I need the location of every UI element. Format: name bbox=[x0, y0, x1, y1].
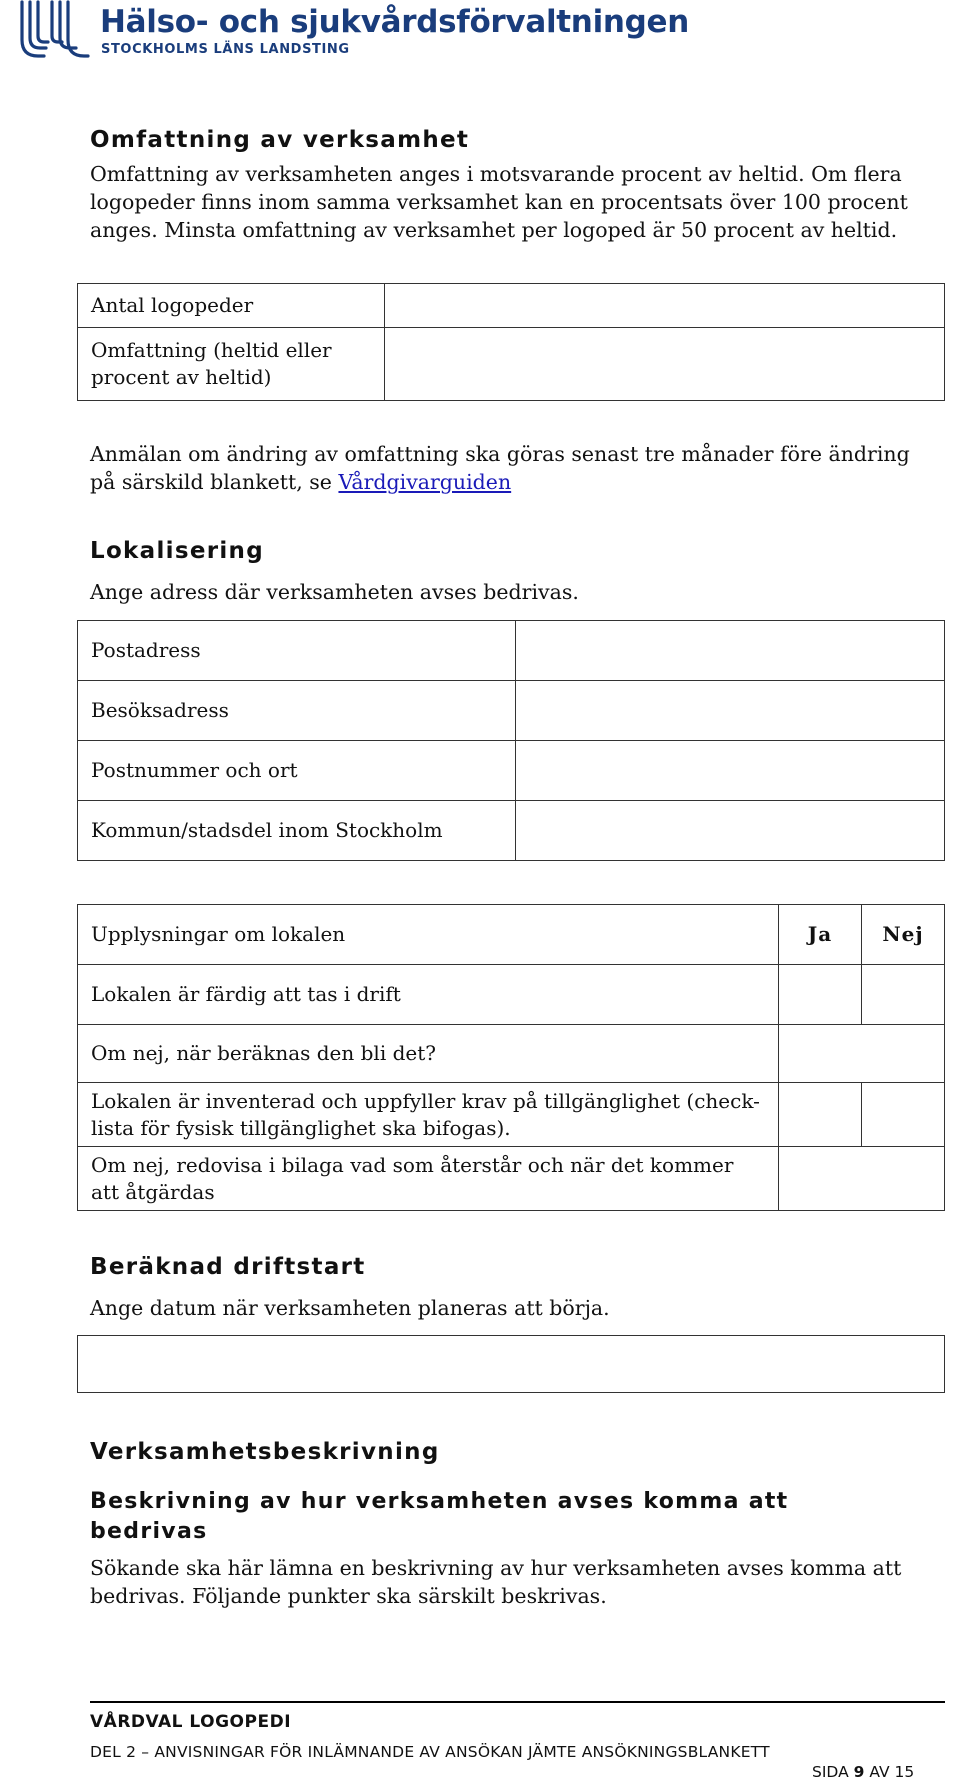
column-header-ja: Ja bbox=[779, 905, 862, 965]
omfattning-text: Omfattning av verksamheten anges i motsvarande procent av heltid. Om flera logopeder finns inom samma verksamhet kan en procentsats över 100 procent anges. Minsta omfattning av verksamhet per logoped är 50 procent av heltid. bbox=[90, 162, 908, 242]
ja-checkbox[interactable] bbox=[779, 1083, 862, 1147]
nej-checkbox[interactable] bbox=[862, 1083, 945, 1147]
driftstart-datum-field[interactable] bbox=[77, 1335, 945, 1393]
table-row bbox=[78, 621, 945, 681]
section-heading-omfattning: Omfattning av verksamhet bbox=[90, 127, 470, 153]
postnummer-ort-field[interactable] bbox=[516, 741, 945, 801]
lokalen-header-label: Upplysningar om lokalen bbox=[78, 905, 779, 965]
table-row bbox=[78, 965, 945, 1025]
org-name: Hälso- och sjukvårdsförvaltningen bbox=[100, 4, 690, 40]
besoksadress-field[interactable] bbox=[516, 681, 945, 741]
omfattning-table bbox=[77, 283, 945, 401]
postadress-field[interactable] bbox=[516, 621, 945, 681]
page-sep: AV bbox=[869, 1763, 890, 1781]
driftstart-date-field[interactable] bbox=[779, 1025, 945, 1083]
ja-checkbox[interactable] bbox=[779, 965, 862, 1025]
row-label: Antal logopeder bbox=[78, 284, 385, 328]
lokalen-table bbox=[77, 904, 945, 1211]
row-label: Besöksadress bbox=[78, 681, 516, 741]
table-header-row bbox=[78, 905, 945, 965]
atgarder-field[interactable] bbox=[779, 1147, 945, 1211]
section-heading-driftstart: Beräknad driftstart bbox=[90, 1254, 366, 1280]
beskrivning-text: Sökande ska här lämna en beskrivning av hur verksamheten avses komma att bedrivas. Följande punkter ska särskilt beskrivas. bbox=[90, 1556, 902, 1608]
page-current: 9 bbox=[853, 1763, 865, 1781]
table-row bbox=[78, 284, 945, 328]
omfattning-field[interactable] bbox=[385, 328, 945, 401]
row-label: Postadress bbox=[78, 621, 516, 681]
org-subtitle: STOCKHOLMS LÄNS LANDSTING bbox=[101, 42, 350, 57]
lokalisering-text: Ange adress där verksamheten avses bedrivas. bbox=[90, 580, 579, 604]
row-label: Postnummer och ort bbox=[78, 741, 516, 801]
org-logo bbox=[8, 0, 690, 62]
row-label: Om nej, när beräknas den bli det? bbox=[78, 1025, 779, 1083]
section-heading-verksamhetsbeskrivning: Verksamhetsbeskrivning bbox=[90, 1439, 440, 1465]
footer-subtitle: DEL 2 – ANVISNINGAR FÖR INLÄMNANDE AV ANSÖKAN JÄMTE ANSÖKNINGSBLANKETT bbox=[90, 1743, 770, 1761]
notice-text: Anmälan om ändring av omfattning ska göras senast tre månader före ändring på särskild blankett, se bbox=[90, 442, 910, 494]
row-label: Lokalen är färdig att tas i drift bbox=[78, 965, 779, 1025]
antal-logopeder-field[interactable] bbox=[385, 284, 945, 328]
page-number bbox=[812, 1763, 914, 1781]
section-heading-lokalisering: Lokalisering bbox=[90, 538, 264, 564]
page-total: 15 bbox=[894, 1763, 915, 1781]
page-prefix: SIDA bbox=[812, 1763, 849, 1781]
table-row bbox=[78, 801, 945, 861]
column-header-nej: Nej bbox=[862, 905, 945, 965]
table-row bbox=[78, 328, 945, 401]
subheading-beskrivning: Beskrivning av hur verksamheten avses komma att bedrivas bbox=[90, 1489, 789, 1544]
vardgivarguiden-link[interactable]: Vårdgivarguiden bbox=[338, 470, 512, 494]
row-label: Omfattning (heltid eller procent av heltid) bbox=[78, 328, 385, 401]
omfattning-notice bbox=[90, 440, 940, 496]
table-row bbox=[78, 681, 945, 741]
nej-checkbox[interactable] bbox=[862, 965, 945, 1025]
table-row bbox=[78, 1147, 945, 1211]
row-label: Lokalen är inventerad och uppfyller krav på tillgänglighet (check-lista för fysisk tillgänglighet ska bifogas). bbox=[78, 1083, 779, 1147]
footer-title: VÅRDVAL LOGOPEDI bbox=[90, 1712, 292, 1732]
row-label: Kommun/stadsdel inom Stockholm bbox=[78, 801, 516, 861]
driftstart-text: Ange datum när verksamheten planeras att börja. bbox=[90, 1296, 610, 1320]
table-row bbox=[78, 741, 945, 801]
row-label: Om nej, redovisa i bilaga vad som återstår och när det kommer att åtgärdas bbox=[78, 1147, 779, 1211]
kommun-stadsdel-field[interactable] bbox=[516, 801, 945, 861]
address-table bbox=[77, 620, 945, 861]
landsting-logo-icon bbox=[8, 0, 92, 60]
table-row bbox=[78, 1025, 945, 1083]
table-row bbox=[78, 1083, 945, 1147]
footer-divider bbox=[90, 1701, 945, 1703]
